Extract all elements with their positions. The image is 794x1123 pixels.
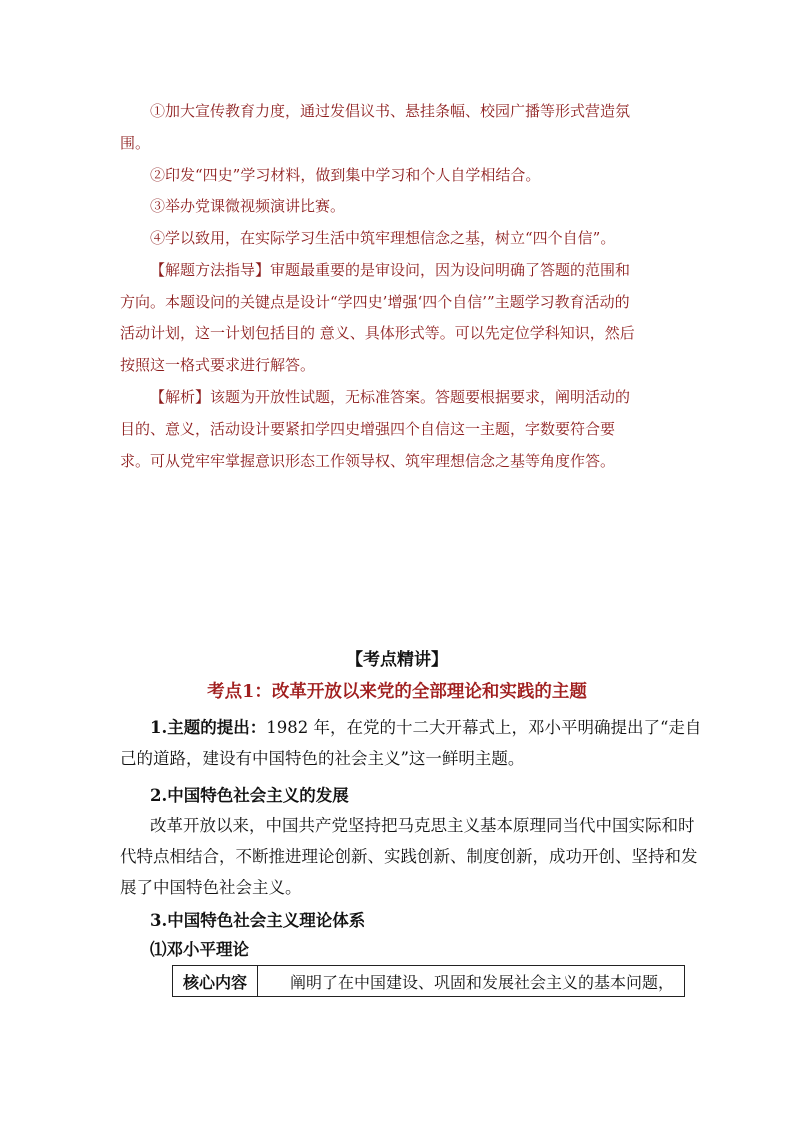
answer-line-5: ④学以致用，在实际学习生活中筑牢理想信念之基，树立“四个自信”。 [150,229,616,247]
table-key-cell: 核心内容 [173,966,258,997]
p2-line-3: 展了中国特色社会主义。 [120,878,302,897]
p1-line-2: 己的道路，建设有中国特色的社会主义”这一鲜明主题。 [120,749,525,768]
p3-heading: 3.中国特色社会主义理论体系 [150,911,366,930]
p2-heading: 2.中国特色社会主义的发展 [150,786,349,805]
p1-text-1: 1982 年，在党的十二大开幕式上，邓小平明确提出了“走自 [266,718,702,737]
analysis-tag: 【解析】 [150,388,211,406]
answer-line-1: ①加大宣传教育力度，通过发倡议书、悬挂条幅、校园广播等形式营造氛 [150,102,631,120]
guide-tag: 【解题方法指导】 [150,261,271,279]
analysis-text-1: 该题为开放性试题，无标准答案。答题要根据要求，阐明活动的 [210,388,631,406]
table-row [173,966,685,997]
p2-line-2: 代特点相结合，不断推进理论创新、实践创新、制度创新，成功开创、坚持和发 [120,847,698,866]
guide-line-4: 按照这一格式要求进行解答。 [120,356,316,374]
section-subtitle: 考点1：改革开放以来党的全部理论和实践的主题 [207,682,587,702]
guide-line-1 [150,260,710,280]
guide-line-2: 方向。本题设问的关键点是设计“学四史’增强‘四个自信’”主题学习教育活动的 [120,293,630,311]
analysis-line-3: 求。可从党牢牢掌握意识形态工作领导权、筑牢理想信念之基等角度作答。 [120,452,616,470]
p2-line-1: 改革开放以来，中国共产党坚持把马克思主义基本原理同当代中国实际和时 [150,816,695,835]
table-value-cell: 阐明了在中国建设、巩固和发展社会主义的基本问题， [258,966,685,997]
guide-line-3: 活动计划，这一计划包括目的 意义、具体形式等。可以先定位学科知识，然后 [120,324,635,342]
analysis-line-1 [150,387,710,407]
answer-line-2: 围。 [120,134,151,152]
section-title: 【考点精讲】 [346,650,448,670]
p1-label: 1.主题的提出： [150,718,267,737]
p1-line-1 [150,718,710,738]
p3-subheading: ⑴邓小平理论 [150,940,249,959]
answer-line-4: ③举办党课微视频演讲比赛。 [150,197,346,215]
analysis-line-2: 目的、意义，活动设计要紧扣学四史增强四个自信这一主题，字数要符合要 [120,420,616,438]
answer-line-3: ②印发“四史”学习材料，做到集中学习和个人自学相结合。 [150,166,541,184]
core-content-table [172,965,685,997]
guide-text-1: 审题最重要的是审设问，因为设问明确了答题的范围和 [270,261,631,279]
